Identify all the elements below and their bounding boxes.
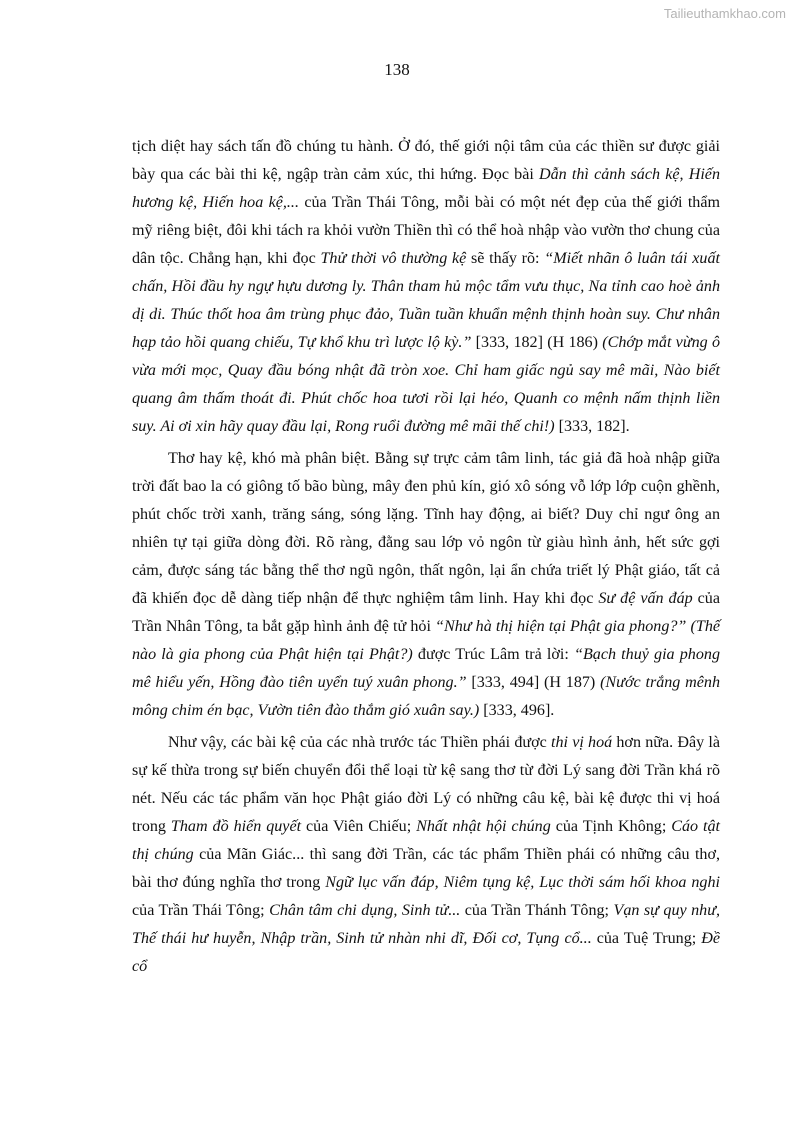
text-run: sẽ thấy rõ:	[466, 250, 545, 267]
text-run: [333, 182].	[554, 418, 630, 435]
italic-run: Đề cổ	[132, 930, 720, 975]
italic-run: Vạn sự quy như, Thế thái hư huyễn, Nhập trần, Sinh tử nhàn nhi dĩ, Đối cơ, Tụng cổ...	[132, 902, 721, 947]
italic-run: (Nước trắng mênh mông chim én bạc, Vườn tiên đào thắm gió xuân say.)	[132, 674, 721, 719]
text-run: của Tịnh Không;	[550, 818, 672, 835]
text-run: của Trần Thái Tông;	[132, 902, 270, 919]
text-run: Như vậy, các bài kệ của các nhà trước tác Thiền phái được	[168, 734, 551, 751]
italic-run: Thử thời vô thường kệ	[320, 250, 467, 267]
italic-run: Tham đồ hiển quyết	[170, 818, 302, 835]
text-run: của Mãn Giác... thì sang đời Trần, các tác phẩm Thiền phái có những câu thơ, bài thơ đúng nghĩa thơ trong	[132, 846, 721, 891]
document-body	[132, 133, 720, 981]
italic-run: Nhất nhật hội chúng	[416, 818, 551, 835]
italic-run: Cáo tật thị chúng	[132, 818, 721, 863]
text-run: hơn nữa. Đây là sự kế thừa trong sự biến chuyển đổi thể loại từ kệ sang thơ từ đời Lý sang đời Trần khá rõ nét. Nếu các tác phẩm văn học Phật giáo đời Lý có những câu kệ, bài kệ được thi vị hoá trong	[132, 734, 720, 835]
italic-run: “Miết nhãn ô luân tái xuất chấn, Hồi đầu hy ngự hựu dương ly. Thân tham hủ mộc tẩm vưu thục, Na tỉnh cao hoè ảnh dị di. Thúc thốt hoa âm trùng phục đảo, Tuần tuần khuẩn mệnh thịnh hoàn suy. Chư nhân hạp tảo hồi quang chiếu, Tự khổ khu trì lược lộ kỳ.”	[132, 250, 720, 351]
text-run: được Trúc Lâm trả lời:	[412, 646, 575, 663]
italic-run: Dẫn thì cảnh sách kệ, Hiến hương kệ, Hiến hoa kệ,...	[132, 166, 720, 211]
watermark: Tailieuthamkhao.com	[663, 6, 786, 21]
text-run: Thơ hay kệ, khó mà phân biệt. Bằng sự trực cảm tâm linh, tác giả đã hoà nhập giữa trời đất bao la có giông tố bão bùng, mây đen phủ kín, gió xô sóng vỗ lớp lớp cuộn ghềnh, phút chốc trời xanh, trăng sáng, sóng lặng. Tĩnh hay động, ai biết? Duy chỉ ngư ông an nhiên tự tại giữa dòng đời. Rõ ràng, đằng sau lớp vỏ ngôn từ giàu hình ảnh, hết sức gợi cảm, được sáng tác bằng thể thơ ngũ ngôn, thất ngôn, lại ẩn chứa triết lý Phật giáo, tất cả đã khiến đọc dễ dàng tiếp nhận để thực nghiệm tâm linh. Hay khi đọc	[132, 450, 720, 607]
paragraph-3	[132, 729, 720, 981]
text-run: tịch diệt hay sách tấn đồ chúng tu hành. Ở đó, thế giới nội tâm của các thiền sư được giải bày qua các bài thi kệ, ngập tràn cảm xúc, thi hứng. Đọc bài	[132, 138, 720, 183]
text-run: của Trần Thánh Tông;	[460, 902, 614, 919]
italic-run: thi vị hoá	[551, 734, 613, 751]
italic-run: Sư đệ vấn đáp	[598, 590, 693, 607]
italic-run: Chân tâm chi dụng, Sinh tử...	[269, 902, 461, 919]
text-run: [333, 182] (H 186)	[471, 334, 603, 351]
text-run: [333, 494] (H 187)	[466, 674, 601, 691]
paragraph-2	[132, 445, 720, 725]
paragraph-1	[132, 133, 720, 441]
text-run: [333, 496].	[479, 702, 555, 719]
italic-run: Ngữ lục vấn đáp, Niêm tụng kệ, Lục thời sám hối khoa nghi	[325, 874, 720, 891]
italic-run: “Bạch thuỷ gia phong mê hiểu yến, Hồng đào tiên uyển tuý xuân phong.”	[132, 646, 720, 691]
text-run: của Tuệ Trung;	[591, 930, 702, 947]
text-run: của Viên Chiếu;	[301, 818, 417, 835]
italic-run: “Như hà thị hiện tại Phật gia phong?” (Thế nào là gia phong của Phật hiện tại Phật?)	[132, 618, 721, 663]
text-run: của Trần Nhân Tông, ta bắt gặp hình ảnh đệ tử hỏi	[132, 590, 720, 635]
italic-run: (Chớp mắt vừng ô vừa mới mọc, Quay đầu bóng nhật đã tròn xoe. Chỉ ham giấc ngủ say mê mãi, Nào biết quang âm thấm thoát đi. Phút chốc hoa tươi rồi lại héo, Quanh co mệnh nấm thịnh liền suy. Ai ơi xin hãy quay đầu lại, Rong ruổi đường mê mãi thế chi!)	[132, 334, 720, 435]
text-run: của Trần Thái Tông, mỗi bài có một nét đẹp của thế giới thẩm mỹ riêng biệt, đôi khi tách ra khỏi vườn Thiền thì có thể hoà nhập vào vườn thơ chung của dân tộc. Chẳng hạn, khi đọc	[132, 194, 720, 267]
page-number: 138	[384, 60, 410, 79]
